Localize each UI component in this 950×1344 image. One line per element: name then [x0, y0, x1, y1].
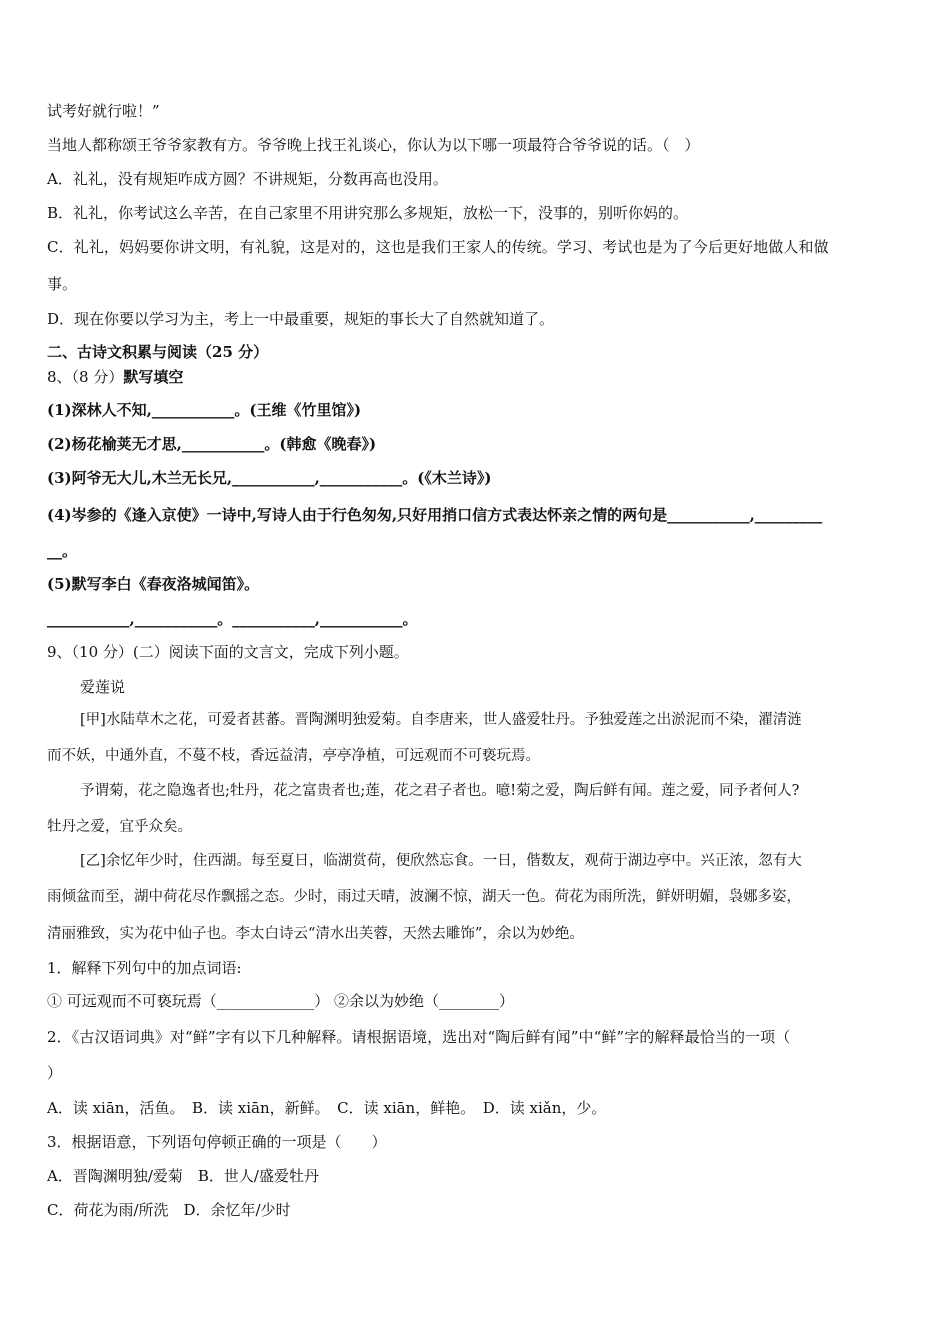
sub-question-3-options-ab: A．晋陶渊明独/爱菊 B．世人/盛爱牡丹	[47, 1167, 319, 1185]
sub-question-1: 1．解释下列句中的加点词语:	[47, 959, 242, 977]
passage-jia-line: 而不妖，中通外直，不蔓不枝，香远益清，亭亭净植，可远观而不可亵玩焉。	[47, 748, 540, 764]
passage-title: 爱莲说	[80, 678, 126, 696]
sub-question-3-options-cd: C．荷花为雨/所洗 D．余忆年/少时	[47, 1201, 291, 1219]
passage-yi-line: 雨倾盆而至，湖中荷花尽作飘摇之态。少时，雨过天晴，波澜不惊，湖天一色。荷花为雨所洗，鲜妍明媚，袅娜多姿，	[47, 889, 801, 905]
passage-yi-line: 清丽雅致，实为花中仙子也。李太白诗云“清水出芙蓉，天然去雕饰”，余以为妙绝。	[47, 926, 584, 942]
passage-jia-line: 予谓菊，花之隐逸者也;牡丹，花之富贵者也;莲，花之君子者也。噫!菊之爱，陶后鲜有闻。莲之爱，同予者何人?	[80, 783, 800, 799]
option-c-cont: 事。	[47, 275, 78, 293]
fill-blank-4: (4)岑参的《逢入京使》一诗中,写诗人由于行色匆匆,只好用捎口信方式表达怀亲之情的两句是___________,_________	[47, 506, 823, 524]
option-d: D．现在你要以学习为主，考上一中最重要，规矩的事长大了自然就知道了。	[47, 310, 555, 328]
section-heading: 二、古诗文积累与阅读（25 分）	[47, 343, 269, 361]
option-a: A．礼礼，没有规矩咋成方圆？不讲规矩，分数再高也没用。	[47, 170, 448, 188]
fill-blank-3: (3)阿爷无大儿,木兰无长兄,___________,___________。(《木兰诗》)	[47, 469, 492, 487]
sub-question-3: 3．根据语意，下列语句停顿正确的一项是（ ）	[47, 1133, 387, 1151]
sub-question-2: 2．《古汉语词典》对“鲜”字有以下几种解释。请根据语境，选出对“陶后鲜有闻”中“鲜”字的解释最恰当的一项（	[47, 1028, 791, 1046]
question-9-heading: 9、（10 分）(二）阅读下面的文言文，完成下列小题。	[47, 643, 409, 661]
passage-jia-line: 牡丹之爱，宜乎众矣。	[47, 819, 192, 835]
sub-question-2-options: A．读 xiān，活鱼。 B．读 xiān，新鲜。 C．读 xiān，鲜艳。 D．读 xiǎn，少。	[47, 1099, 607, 1117]
sub-question-1-items: ① 可远观而不可亵玩焉（_____________） ②余以为妙绝（________）	[47, 992, 515, 1010]
question-8-heading	[47, 367, 908, 387]
option-c: C．礼礼，妈妈要你讲文明，有礼貌，这是对的，这也是我们王家人的传统。学习、考试也是为了今后更好地做人和做	[47, 238, 829, 256]
question-stem: 当地人都称颂王爷爷家教有方。爷爷晚上找王礼谈心，你认为以下哪一项最符合爷爷说的话。（ ）	[47, 136, 700, 154]
fill-blank-5: (5)默写李白《春夜洛城闻笛》。	[47, 575, 260, 593]
question-8-number: 8、（8 分）	[47, 368, 124, 386]
passage-yi-line: [乙]余忆年少时，住西湖。每至夏日，临湖赏荷，便欣然忘食。一日，偕数友，观荷于湖边亭中。兴正浓，忽有大	[80, 853, 802, 869]
sub-question-2-cont: ）	[47, 1064, 63, 1082]
passage-jia-line: [甲]水陆草木之花，可爱者甚蕃。晋陶渊明独爱菊。自李唐来，世人盛爱牡丹。予独爱莲之出淤泥而不染，濯清涟	[80, 712, 802, 728]
fill-blank-1: (1)深林人不知,___________。(王维《竹里馆》)	[47, 401, 362, 419]
fill-blank-5-lines: ___________,___________。___________,___________。	[47, 610, 418, 628]
question-8-title: 默写填空	[123, 368, 184, 386]
fill-blank-2: (2)杨花榆荚无才思,___________。(韩愈《晚春》)	[47, 435, 377, 453]
option-b: B．礼礼，你考试这么辛苦，在自己家里不用讲究那么多规矩，放松一下，没事的，别听你妈的。	[47, 204, 689, 222]
fill-blank-4-cont: __。	[47, 542, 78, 560]
text-line: 试考好就行啦！”	[47, 102, 160, 120]
